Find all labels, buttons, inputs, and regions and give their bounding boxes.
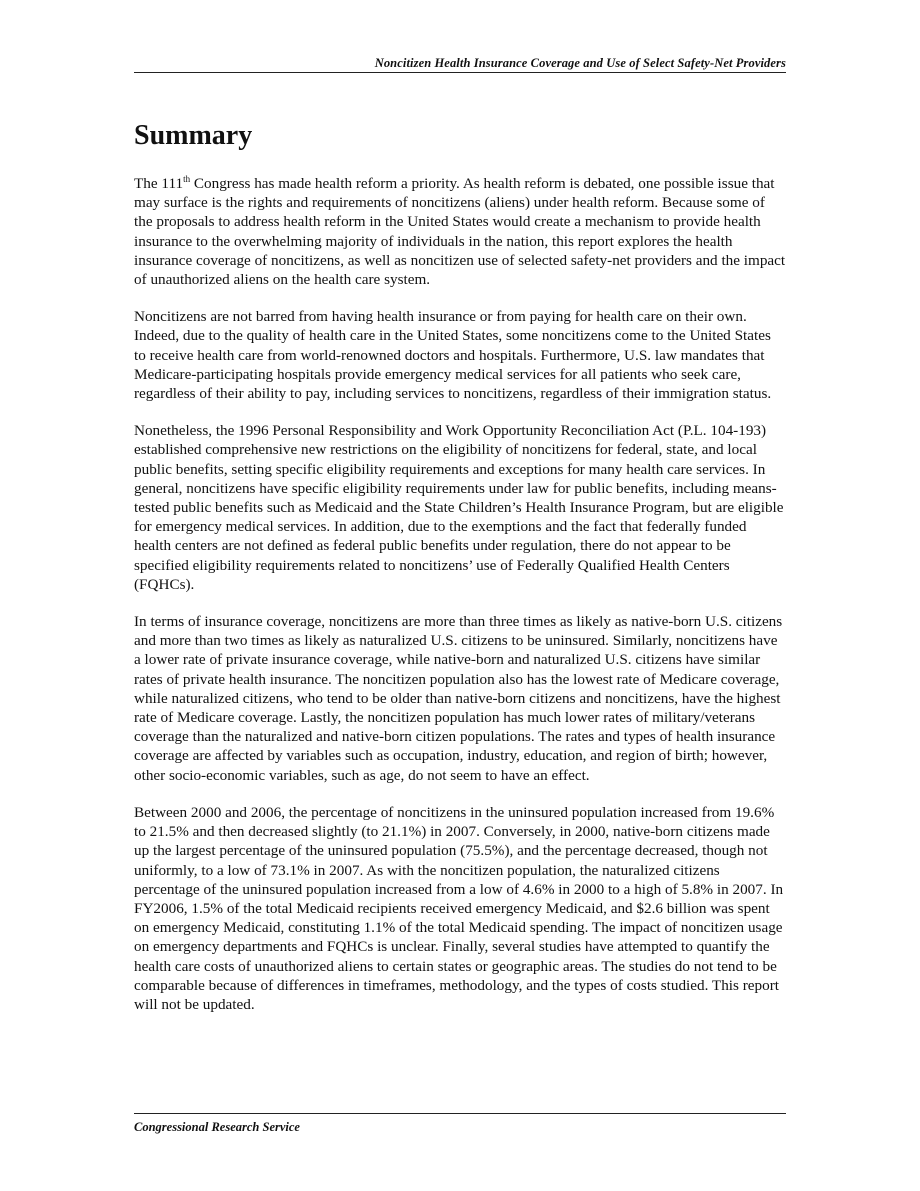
paragraph-4: In terms of insurance coverage, noncitizens are more than three times as likely as native-born U.S. citizens and more than two times as likely as naturalized U.S. citizens to be uninsured. Similarly, noncitizens have a lower rate of private insurance coverage, while native-born and naturalized U.S. citizens have similar rates of private health insurance. The noncitizen population also has the lowest rate of Medicare coverage, while naturalized citizens, who tend to be older than native-born citizens and noncitizens, have the highest rate of Medicare coverage. Lastly, the noncitizen population has much lower rates of military/veterans coverage than the naturalized and native-born citizen populations. The rates and types of health insurance coverage are affected by variables such as occupation, industry, education, and region of birth; however, other socio-economic variables, such as age, do not seem to have an effect. [134, 613, 783, 784]
paragraph-1 [134, 174, 786, 289]
paragraph-3: Nonetheless, the 1996 Personal Responsibility and Work Opportunity Reconciliation Act (P.L. 104-193) established comprehensive new restrictions on the eligibility of noncitizens for federal, state, and local public benefits, setting specific eligibility requirements and exceptions for many health care services. In general, noncitizens have specific eligibility requirements under law for public benefits, including means-tested public benefits such as Medicaid and the State Children’s Health Insurance Program, but are eligible for emergency medical services. In addition, due to the exemptions and the fact that federally funded health centers are not defined as federal public benefits under regulation, there do not appear to be specified eligibility requirements related to noncitizens’ use of Federally Qualified Health Centers (FQHCs). [134, 422, 784, 593]
paragraph-5: Between 2000 and 2006, the percentage of noncitizens in the uninsured population increased from 19.6% to 21.5% and then decreased slightly (to 21.1%) in 2007. Conversely, in 2000, native-born citizens made up the largest percentage of the uninsured population (75.5%), and the percentage decreased, though not uniformly, to a low of 73.1% in 2007. As with the noncitizen population, the naturalized citizens percentage of the uninsured population increased from a low of 4.6% in 2000 to a high of 5.8% in 2007. In FY2006, 1.5% of the total Medicaid recipients received emergency Medicaid, and $2.6 billion was spent on emergency Medicaid, constituting 1.1% of the total Medicaid spending. The impact of noncitizen usage on emergency departments and FQHCs is unclear. Finally, several studies have attempted to quantify the health care costs of unauthorized aliens to certain states or geographic areas. The studies do not tend to be comparable because of differences in timeframes, methodology, and the types of costs studied. This report will not be updated. [134, 803, 784, 1013]
paragraph-1-lead: The 111 [134, 175, 184, 192]
footer-rule [134, 1113, 786, 1114]
running-footer: Congressional Research Service [134, 1120, 300, 1134]
running-header: Noncitizen Health Insurance Coverage and Use of Select Safety-Net Providers [374, 56, 786, 70]
header-rule [134, 72, 786, 73]
summary-body [134, 174, 786, 1032]
ordinal-superscript: th [183, 174, 191, 184]
paragraph-1-rest: Congress has made health reform a priority. As health reform is debated, one possible issue that may surface is the rights and requirements of noncitizens (aliens) under health reform. Because some of the proposals to address health reform in the United States would create a mechanism to provide health insurance to the overwhelming majority of individuals in the nation, this report explores the health insurance coverage of noncitizens, as well as noncitizen use of selected safety-net providers and the impact of unauthorized aliens on the health care system. [134, 175, 786, 289]
section-title: Summary [134, 120, 253, 151]
paragraph-2: Noncitizens are not barred from having health insurance or from paying for health care on their own. Indeed, due to the quality of health care in the United States, some noncitizens come to the United States to receive health care from world-renowned doctors and hospitals. Furthermore, U.S. law mandates that Medicare-participating hospitals provide emergency medical services for all patients who seek care, regardless of their ability to pay, including services to noncitizens, regardless of their immigration status. [134, 308, 772, 403]
